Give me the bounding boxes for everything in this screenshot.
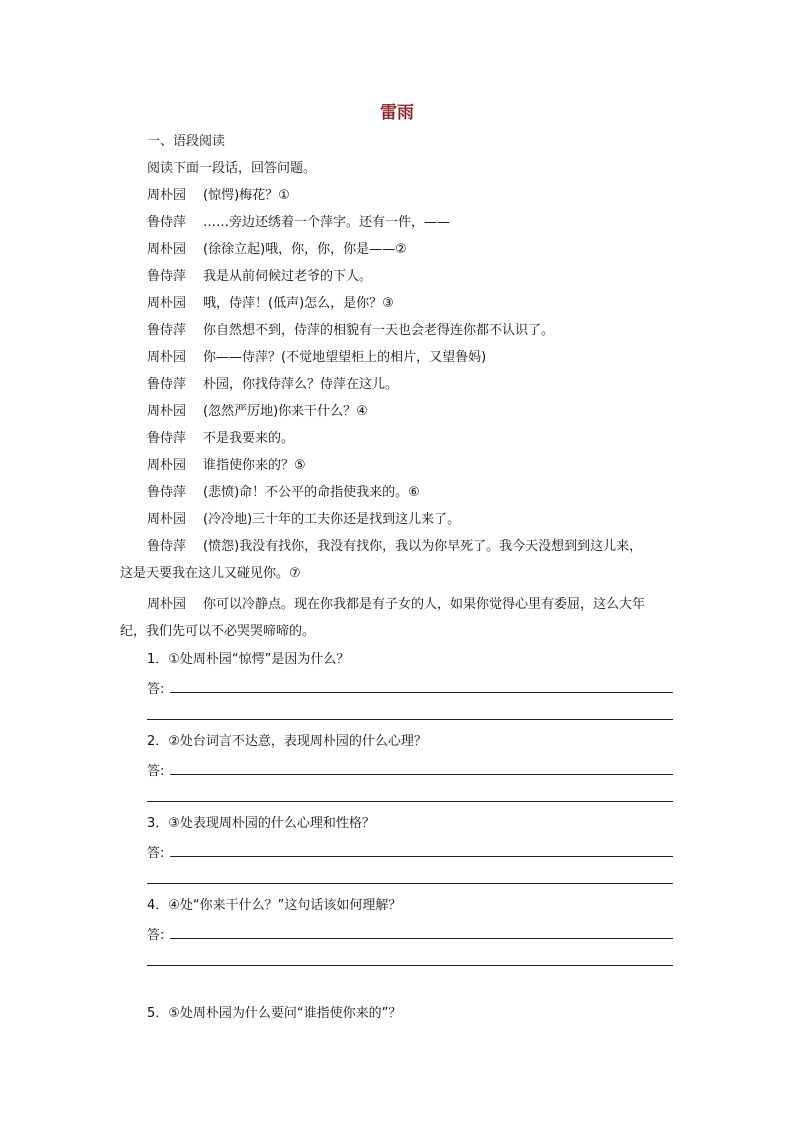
dialogue-line: [147, 268, 372, 286]
speaker: 周朴园: [147, 404, 187, 419]
dialogue-text: 不是我要来的。: [203, 431, 295, 446]
answer-line[interactable]: [147, 965, 673, 966]
speaker: 鲁侍萍: [147, 485, 187, 500]
dialogue-line: [147, 484, 420, 502]
dialogue-text: (忽然严厉地)你来干什么？④: [203, 404, 368, 419]
dialogue-text: 哦，侍萍！(低声)怎么，是你？③: [203, 296, 394, 311]
question-1: 1．①处周朴园“惊愕”是因为什么？: [147, 652, 350, 667]
dialogue-continuation: 纪，我们先可以不必哭哭啼啼的。: [120, 624, 316, 639]
speaker: 鲁侍萍: [147, 431, 187, 446]
speaker: 周朴园: [147, 242, 187, 257]
dialogue-text: 朴园，你找侍萍么？侍萍在这儿。: [203, 377, 399, 392]
dialogue-text: 我是从前伺候过老爷的下人。: [203, 269, 373, 284]
dialogue-text: 你自然想不到，侍萍的相貌有一天也会老得连你都不认识了。: [203, 323, 555, 338]
speaker: 周朴园: [147, 458, 187, 473]
answer-line[interactable]: [170, 856, 673, 857]
answer-line[interactable]: [170, 774, 673, 775]
question-4: 4．④处“你来干什么？”这句话该如何理解？: [147, 898, 402, 913]
speaker: 周朴园: [147, 597, 187, 612]
dialogue-line: [147, 511, 460, 529]
dialogue-line: [147, 403, 368, 421]
question-3: 3．③处表现周朴园的什么心理和性格？: [147, 816, 375, 831]
answer-line[interactable]: [170, 938, 673, 939]
answer-line[interactable]: [147, 719, 673, 720]
dialogue-line: [147, 214, 450, 232]
dialogue-line: [147, 295, 394, 313]
answer-label: 答:: [147, 928, 165, 943]
dialogue-line: [147, 241, 407, 259]
dialogue-text: (惊愕)梅花？①: [203, 188, 290, 203]
dialogue-line: [147, 457, 306, 475]
answer-line[interactable]: [170, 692, 673, 693]
dialogue-line: [147, 349, 486, 367]
dialogue-continuation: 这是天要我在这儿又碰见你。⑦: [120, 566, 301, 581]
speaker: 周朴园: [147, 512, 187, 527]
dialogue-text: 你可以冷静点。现在你我都是有子女的人，如果你觉得心里有委屈，这么大年: [203, 597, 646, 612]
question-2: 2．②处台词言不达意，表现周朴园的什么心理？: [147, 734, 427, 749]
dialogue-line: [147, 596, 645, 614]
dialogue-text: (愤怨)我没有找你，我没有找你，我以为你早死了。我今天没想到到这儿来，: [203, 539, 643, 554]
speaker: 鲁侍萍: [147, 269, 187, 284]
dialogue-text: ……旁边还绣着一个萍字。还有一件，——: [203, 215, 451, 230]
dialogue-line: [147, 376, 398, 394]
speaker: 鲁侍萍: [147, 539, 187, 554]
instruction: 阅读下面一段话，回答问题。: [147, 161, 317, 176]
speaker: 鲁侍萍: [147, 323, 187, 338]
answer-line[interactable]: [147, 883, 673, 884]
speaker: 鲁侍萍: [147, 377, 187, 392]
page-title: 雷雨: [380, 103, 414, 123]
speaker: 周朴园: [147, 188, 187, 203]
section-heading: 一、语段阅读: [147, 134, 226, 149]
speaker: 周朴园: [147, 296, 187, 311]
answer-label: 答:: [147, 682, 165, 697]
dialogue-line: [147, 430, 294, 448]
answer-line[interactable]: [147, 801, 673, 802]
speaker: 周朴园: [147, 350, 187, 365]
answer-label: 答:: [147, 846, 165, 861]
speaker: 鲁侍萍: [147, 215, 187, 230]
dialogue-text: 你——侍萍？(不觉地望望柜上的相片，又望鲁妈): [203, 350, 487, 365]
dialogue-line: [147, 187, 290, 205]
dialogue-line: [147, 538, 642, 556]
answer-label: 答:: [147, 764, 165, 779]
dialogue-line: [147, 322, 554, 340]
dialogue-text: (冷冷地)三十年的工夫你还是找到这儿来了。: [203, 512, 461, 527]
dialogue-text: 谁指使你来的？⑤: [203, 458, 306, 473]
dialogue-text: (悲愤)命！不公平的命指使我来的。⑥: [203, 485, 420, 500]
dialogue-text: (徐徐立起)哦，你，你，你是——②: [203, 242, 407, 257]
question-5: 5．⑤处周朴园为什么要问“谁指使你来的”？: [147, 1006, 402, 1021]
